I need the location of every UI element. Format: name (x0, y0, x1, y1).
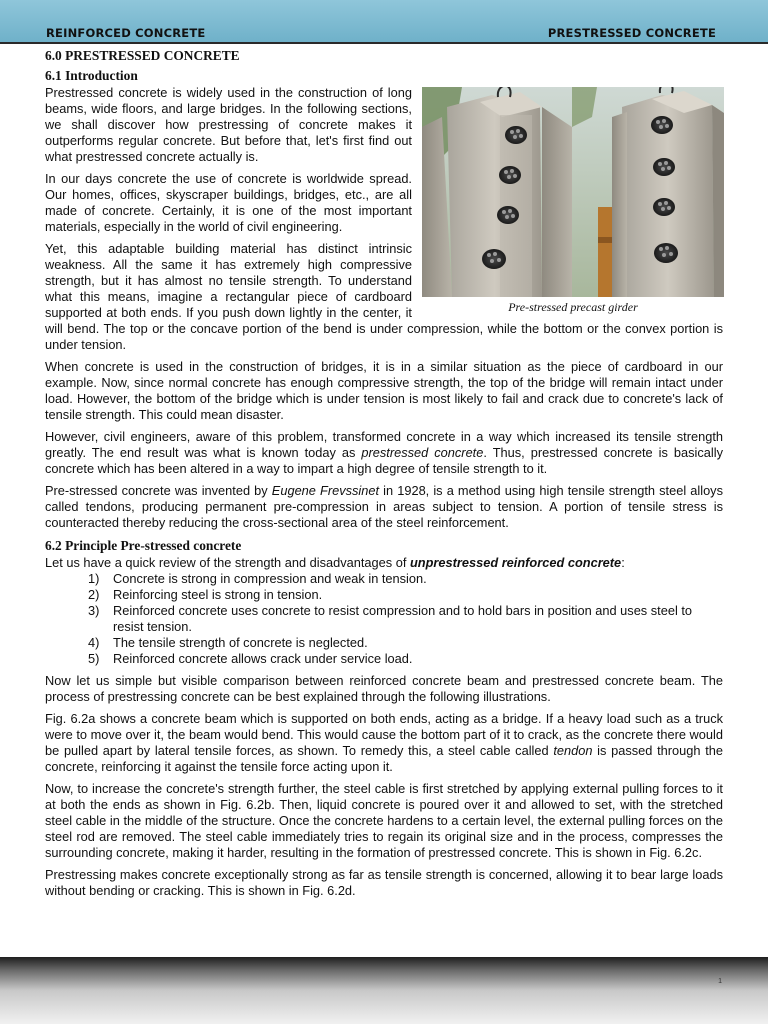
page-header (0, 0, 768, 44)
list-item (88, 603, 723, 635)
paragraph-text: However, civil engineers, aware of this problem, transformed concrete in a way which increased its tensile strength greatly. The end result was what is known today as (45, 429, 723, 460)
principle-paragraph-4: Prestressing makes concrete exceptionally strong as far as tensile strength is concerned, allowing it to bear large loads without bending or cracking. This is shown in Fig. 6.2d. (45, 867, 723, 898)
list-text: The tensile strength of concrete is neglected. (113, 635, 368, 650)
intro-paragraph-6 (45, 483, 723, 531)
list-number: 3) (88, 603, 100, 618)
prestressed-girder-photo (422, 87, 724, 297)
figure-caption: Pre-stressed precast girder (508, 300, 638, 314)
page-footer (0, 957, 768, 1024)
header-left-title: REINFORCED CONCRETE (46, 26, 206, 40)
list-text: Reinforced concrete uses concrete to resist compression and to hold bars in position and uses steel to resist tension. (113, 603, 693, 634)
list-number: 2) (88, 587, 100, 602)
section-heading-principle: 6.2 Principle Pre-stressed concrete (45, 538, 242, 553)
girder-figure (422, 87, 724, 315)
intro-paragraph-2: In our days concrete the use of concrete is worldwide spread. Our homes, offices, skyscraper buildings, bridges, etc., are all made of concrete. Certainly, it is one of the most important materials, especially in the world of civil engineering. (45, 171, 412, 234)
paragraph-text: Fig. 6.2a shows a concrete beam which is supported on both ends, acting as a bridge. If a heavy load such as a truck were to move over it, the beam would bend. This would cause the bottom part of it to crack, as the concrete there would be pulled apart by lateral tensile forces, as shown. To remedy this, a steel cable called (45, 711, 723, 758)
intro-paragraph-5 (45, 429, 723, 477)
page-number: 1 (718, 978, 722, 985)
list-item (88, 635, 723, 651)
paragraph-text: Let us have a quick review of the strength and disadvantages of (45, 555, 410, 570)
list-text: Reinforced concrete allows crack under service load. (113, 651, 413, 666)
list-item (88, 571, 723, 587)
principle-intro (45, 555, 723, 571)
emphasis-unprestressed: unprestressed reinforced concrete (409, 555, 622, 570)
paragraph-text: . Thus, prestressed concrete is basically concrete which has been altered in a way to impart a high degree of tensile strength to it. (45, 445, 723, 476)
list-item (88, 651, 723, 667)
paragraph-text: is passed through the concrete, reinforcing it against the tensile force acting upon it. (45, 743, 724, 774)
list-item (88, 587, 723, 603)
strength-list (88, 571, 723, 667)
principle-paragraph-1: Now let us simple but visible comparison between reinforced concrete beam and prestressed concrete beam. The process of prestressing concrete can be best explained through the following illustrations. (45, 673, 723, 704)
paragraph-text: : (621, 555, 625, 570)
chapter-title: 6.0 PRESTRESSED CONCRETE (45, 48, 240, 63)
principle-paragraph-3: Now, to increase the concrete's strength further, the steel cable is first stretched by applying external pulling forces to it at both the ends as shown in Fig. 6.2b. Then, liquid concrete is poured over it and allowed to set, with the stretched steel cable in the middle of the structure. Once the concrete hardens to a certain level, the external pulling forces on the steel rod are removed. The steel cable immediately tries to regain its original size and in the process, compresses the surrounding concrete, making it harder, resulting in the formation of prestressed concrete. This is shown in Fig. 6.2c. (45, 781, 723, 860)
intro-paragraph-4: When concrete is used in the construction of bridges, it is in a similar situation as the piece of cardboard in our example. Now, since normal concrete has enough compressive strength, the top of the bridge will remain intact under load. However, the bottom of the bridge which is under tension is most likely to fail and crack due to concrete's lack of tensile strength. This could mean disaster. (45, 359, 723, 422)
intro-paragraph-3: Yet, this adaptable building material has distinct intrinsic weakness. All the same it has extremely high compressive strength, but it has almost no tensile strength. To understand what this means, imagine a rectangular piece of cardboard supported at both ends. If you push down lightly in the center, it will bend. The top or the concave portion of the bend is under compression, while the bottom or the convex portion is under tension. (45, 241, 723, 352)
section-heading-introduction: 6.1 Introduction (45, 68, 138, 83)
list-number: 1) (88, 571, 100, 586)
intro-paragraph-1: Prestressed concrete is widely used in the construction of long beams, wide floors, and large bridges. In the following sections, we shall discover how prestressing of concrete makes it outperforms regular concrete. But before that, let's first find out what prestressed concrete actually is. (45, 85, 412, 164)
list-text: Concrete is strong in compression and weak in tension. (113, 571, 427, 586)
list-number: 5) (88, 651, 100, 666)
paragraph-text: Pre-stressed concrete was invented by (45, 483, 272, 498)
document-body (45, 47, 723, 905)
list-text: Reinforcing steel is strong in tension. (113, 587, 323, 602)
principle-paragraph-2 (45, 711, 723, 775)
paragraph-text: in 1928, is a method using high tensile strength steel alloys called tendons, producing permanent pre-compression in areas subject to tension. A portion of tensile stress is counteracted thereby reducing the cross-sectional area of the steel reinforcement. (45, 483, 723, 530)
emphasis-tendon: tendon (553, 743, 593, 758)
emphasis-inventor-name: Eugene Frevssinet (271, 483, 380, 498)
emphasis-prestressed-concrete: prestressed concrete (361, 445, 484, 460)
header-right-title: PRESTRESSED CONCRETE (547, 26, 716, 40)
list-number: 4) (88, 635, 100, 650)
